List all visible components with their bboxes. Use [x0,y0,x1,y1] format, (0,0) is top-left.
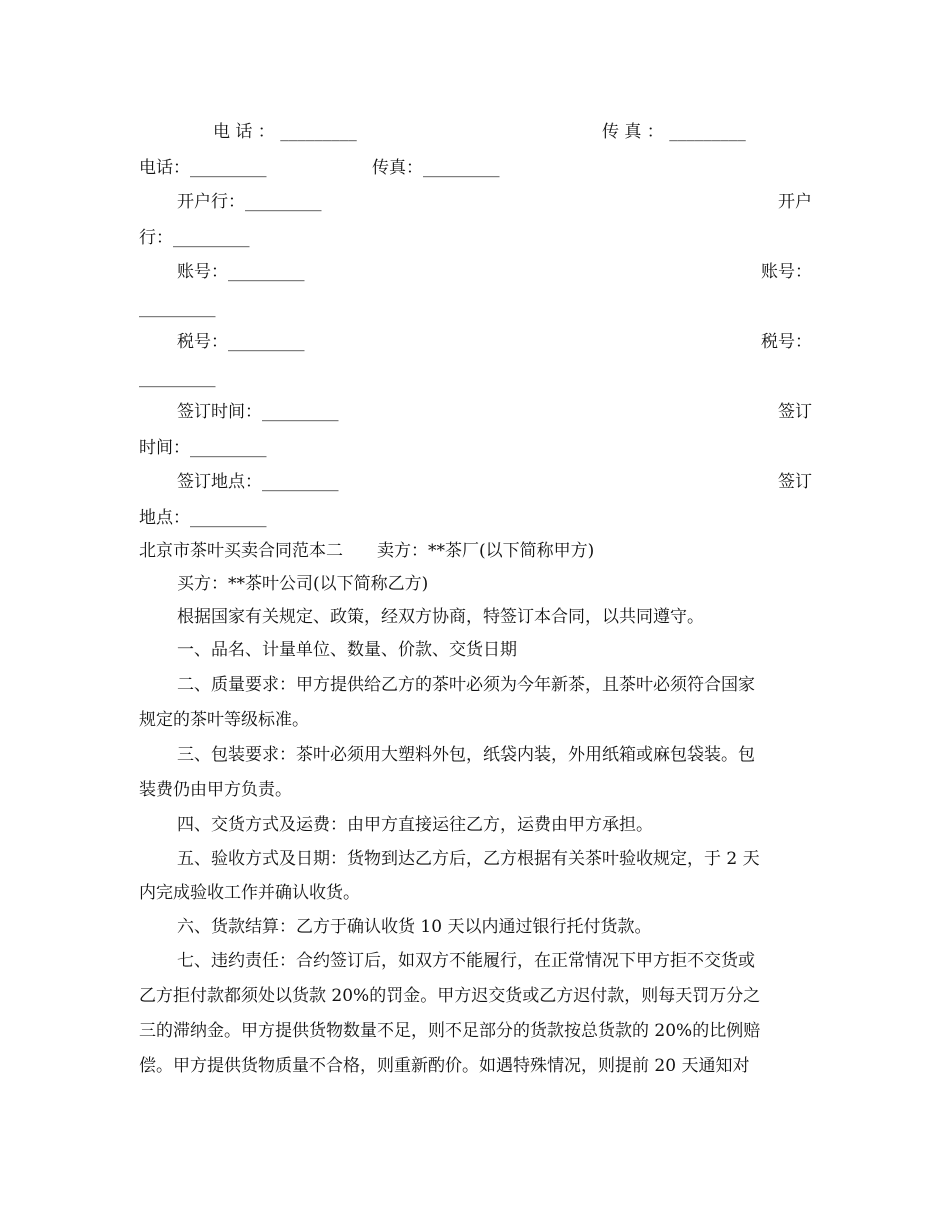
intro-paragraph: 根据国家有关规定、政策，经双方协商，特签订本合同，以共同遵守。 [177,607,704,627]
sign-time-field-wrap: 时间：_________ [139,438,267,458]
clause-7-line-3: 三的滞纳金。甲方提供货物数量不足，则不足部分的货款按总货款的 20%的比例赔 [139,1021,761,1041]
clause-7-line-4: 偿。甲方提供货物质量不合格，则重新酌价。如遇特殊情况，则提前 20 天通知对 [139,1056,750,1076]
sign-place-field-wrap: 地点：_________ [139,508,267,528]
clause-3-line-1: 三、包装要求：茶叶必须用大塑料外包，纸袋内装，外用纸箱或麻包袋装。包 [177,745,755,765]
account-field-right: 账号： [761,262,812,282]
fax-field-party-b: 传真：_________ [372,158,500,178]
phone-field-party-b: 电话：_________ [139,158,267,178]
bank-field-wrap: 行：_________ [139,228,250,248]
buyer-line: 买方：**茶叶公司(以下简称乙方) [177,574,429,594]
clause-2-line-2: 规定的茶叶等级标准。 [139,710,309,730]
tax-field-left: 税号：_________ [177,332,305,352]
tax-field-wrap: _________ [139,368,216,388]
clause-6: 六、货款结算：乙方于确认收货 10 天以内通过银行托付货款。 [177,917,652,937]
contract-heading-seller: 北京市茶叶买卖合同范本二 卖方：**茶厂(以下简称甲方) [139,541,595,561]
clause-2-line-1: 二、质量要求：甲方提供给乙方的茶叶必须为今年新茶，且茶叶必须符合国家 [177,675,755,695]
clause-7-line-1: 七、违约责任：合约签订后，如双方不能履行，在正常情况下甲方拒不交货或 [177,951,755,971]
sign-place-field-left: 签订地点：_________ [177,472,339,492]
phone-field-party-a: 电 话 ： _________ [213,122,357,142]
clause-4: 四、交货方式及运费：由甲方直接运往乙方，运费由甲方承担。 [177,815,653,835]
sign-time-field-left: 签订时间：_________ [177,402,339,422]
sign-time-field-right: 签订 [778,402,812,422]
account-field-left: 账号：_________ [177,262,305,282]
account-field-wrap: _________ [139,298,216,318]
clause-5-line-2: 内完成验收工作并确认收货。 [139,883,360,903]
tax-field-right: 税号： [761,332,812,352]
fax-field-party-a: 传 真 ： _________ [602,122,746,142]
clause-7-line-2: 乙方拒付款都须处以货款 20%的罚金。甲方迟交货或乙方迟付款，则每天罚万分之 [139,986,761,1006]
bank-field-left: 开户行：_________ [177,192,322,212]
clause-3-line-2: 装费仍由甲方负责。 [139,780,292,800]
clause-5-line-1: 五、验收方式及日期：货物到达乙方后，乙方根据有关茶叶验收规定，于 2 天 [177,849,760,869]
clause-1: 一、品名、计量单位、数量、价款、交货日期 [177,640,517,660]
sign-place-field-right: 签订 [778,472,812,492]
bank-field-right: 开户 [778,192,812,212]
